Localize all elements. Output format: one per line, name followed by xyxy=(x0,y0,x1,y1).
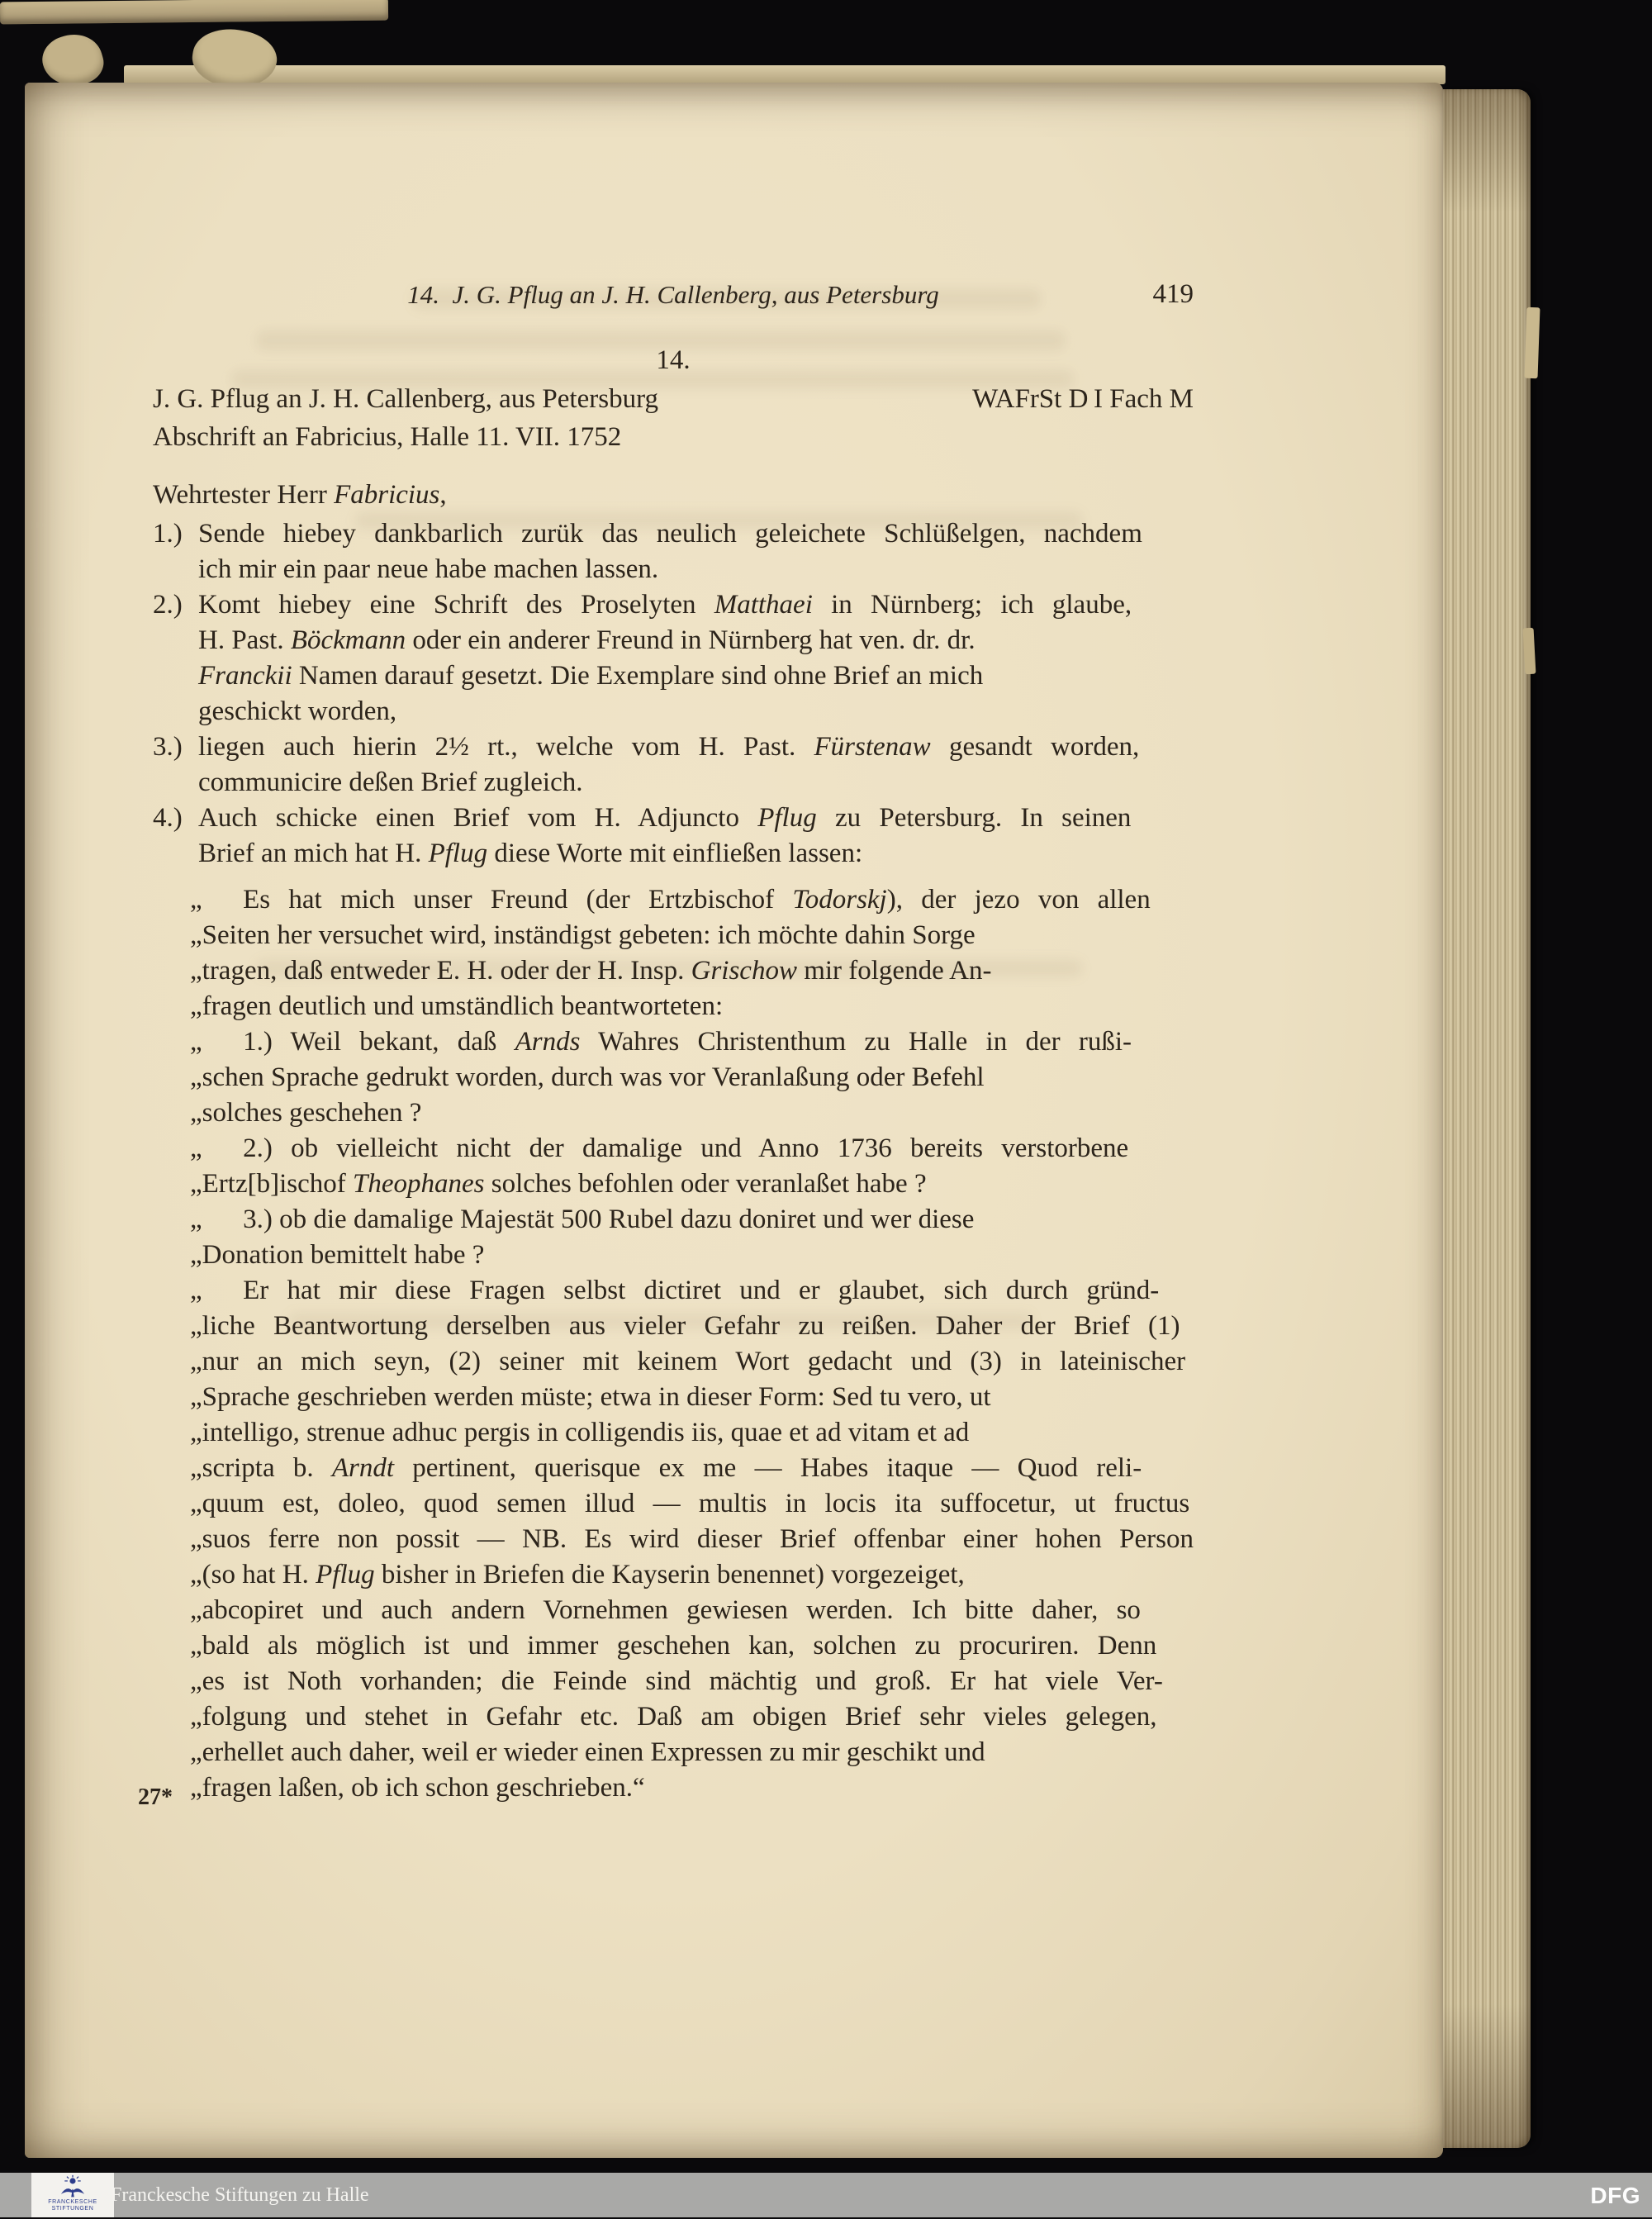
eagle-and-sun-icon xyxy=(50,2174,95,2199)
item-number: 4.) xyxy=(153,803,183,833)
letter-line: 4.) Auch schicke einen Brief vom H. Adjuncto Pflug zu Petersburg. In seinen xyxy=(153,801,1194,836)
letter-heading: J. G. Pflug an J. H. Callenberg, aus Petersburg xyxy=(153,384,658,414)
letter-line: 1.) Sende hiebey dankbarlich zurük das neulich geleichete Schlüßelgen, nachdem xyxy=(153,516,1194,552)
quote-line: „Donation bemittelt habe ? xyxy=(190,1240,485,1270)
item-number: 2.) xyxy=(153,590,183,620)
quote-line: „Seiten her versuchet wird, inständigst gebeten: ich möchte dahin Sorge xyxy=(190,920,976,950)
quote-line: „quum est, doleo, quod semen illud — multis in locis ita suffocetur, ut fructus xyxy=(190,1489,1190,1518)
quote-line: „fragen laßen, ob ich schon geschrieben.“ xyxy=(190,1773,645,1803)
quote-line: „ Es hat mich unser Freund (der Ertzbischof Todorskj), der jezo von allen xyxy=(190,885,1151,915)
quote-line: „Sprache geschrieben werden müste; etwa in dieser Form: Sed tu vero, ut xyxy=(190,1382,991,1412)
quote-line: „solches geschehen ? xyxy=(190,1098,422,1128)
letter-subheading: Abschrift an Fabricius, Halle 11. VII. 1752 xyxy=(153,422,622,452)
quote-line: „ Er hat mir diese Fragen selbst dictiret und er glaubet, sich durch gründ- xyxy=(190,1276,1160,1305)
letter-line: 2.) Komt hiebey eine Schrift des Proselyten Matthaei in Nürnberg; ich glaube, xyxy=(153,587,1194,623)
footer-bar xyxy=(0,2173,1652,2217)
book-page-scan xyxy=(25,83,1443,2158)
letter-line: Brief an mich hat H. Pflug diese Worte mit einfließen lassen: xyxy=(198,839,863,868)
letter-line: 3.) liegen auch hierin 2½ rt., welche vom H. Past. Fürstenaw gesandt worden, xyxy=(153,729,1194,765)
letter-line: geschickt worden, xyxy=(198,696,397,726)
letter-line: H. Past. Böckmann oder ein anderer Freund in Nürnberg hat ven. dr. dr. xyxy=(198,625,976,655)
binding-cloth-strip xyxy=(0,0,388,24)
quote-line: „(so hat H. Pflug bisher in Briefen die Kayserin benennet) vorgezeiget, xyxy=(190,1560,965,1589)
quote-line: „scripta b. Arndt pertinent, querisque ex me — Habes itaque — Quod reli- xyxy=(190,1453,1142,1483)
letter-line: communicire deßen Brief zugleich. xyxy=(198,767,583,797)
page-number: 419 xyxy=(1152,279,1194,309)
quote-line: „liche Beantwortung derselben aus vieler Gefahr zu reißen. Daher der Brief (1) xyxy=(190,1311,1180,1341)
quote-line: „suos ferre non possit — NB. Es wird dieser Brief offenbar einer hohen Person xyxy=(190,1524,1194,1554)
logo-caption: STIFTUNGEN xyxy=(51,2206,94,2212)
franckesche-stiftungen-logo xyxy=(31,2173,114,2217)
section-number: 14. xyxy=(656,345,691,375)
letter-line: ich mir ein paar neue habe machen lassen. xyxy=(198,554,659,584)
quote-line: „ 2.) ob vielleicht nicht der damalige und Anno 1736 bereits verstorbene xyxy=(190,1133,1129,1163)
dfg-logo: DFG xyxy=(1590,2183,1640,2208)
quote-line: „schen Sprache gedrukt worden, durch was vor Veranlaßung oder Befehl xyxy=(190,1062,985,1092)
numbered-items xyxy=(153,516,1194,872)
quote-line: „tragen, daß entweder E. H. oder der H. Insp. Grischow mir folgende An- xyxy=(190,956,992,986)
item-number: 1.) xyxy=(153,519,183,549)
salutation: Wehrtester Herr Fabricius, xyxy=(153,480,447,510)
binding-tape-fragment xyxy=(1523,628,1536,675)
sheet-signature-mark: 27* xyxy=(138,1784,173,1810)
quote-line: „ 1.) Weil bekant, daß Arnds Wahres Christenthum zu Halle in der rußi- xyxy=(190,1027,1132,1057)
binding-tape-fragment xyxy=(1525,307,1540,379)
quote-line: „abcopiret und auch andern Vornehmen gewiesen werden. Ich bitte daher, so xyxy=(190,1595,1141,1625)
quote-line: „es ist Noth vorhanden; die Feinde sind mächtig und groß. Er hat viele Ver- xyxy=(190,1666,1163,1696)
institution-name: Franckesche Stiftungen zu Halle xyxy=(111,2184,369,2206)
archive-signature: WAFrSt D I Fach M xyxy=(972,384,1194,414)
fore-edge-pages xyxy=(1443,89,1531,2148)
letter-line: Franckii Namen darauf gesetzt. Die Exemplare sind ohne Brief an mich xyxy=(198,661,984,691)
quote-line: „intelligo, strenue adhuc pergis in colligendis iis, quae et ad vitam et ad xyxy=(190,1418,970,1447)
letter-text-block xyxy=(153,83,1194,1806)
letter-heading-row xyxy=(153,382,1194,417)
item-number: 3.) xyxy=(153,732,183,762)
quote-line: „ 3.) ob die damalige Majestät 500 Rubel dazu doniret und wer diese xyxy=(190,1205,975,1234)
running-head-row xyxy=(153,277,1194,312)
quote-line: „bald als möglich ist und immer geschehen kan, solchen zu procuriren. Denn xyxy=(190,1631,1157,1661)
quote-line: „folgung und stehet in Gefahr etc. Daß am obigen Brief sehr vieles gelegen, xyxy=(190,1702,1157,1732)
quote-line: „fragen deutlich und umständlich beantworteten: xyxy=(190,991,724,1021)
running-head: 14. J. G. Pflug an J. H. Callenberg, aus Petersburg xyxy=(407,280,939,309)
logo-caption: FRANCKESCHE xyxy=(48,2199,97,2205)
page-top-edge xyxy=(124,65,1446,84)
quote-line: „erhellet auch daher, weil er wieder einen Expressen zu mir geschikt und xyxy=(190,1737,985,1767)
quoted-letter-block xyxy=(153,882,1194,1806)
quote-line: „nur an mich seyn, (2) seiner mit keinem Wort gedacht und (3) in lateinischer xyxy=(190,1347,1186,1376)
quote-line: „Ertz[b]ischof Theophanes solches befohlen oder veranlaßet habe ? xyxy=(190,1169,927,1199)
